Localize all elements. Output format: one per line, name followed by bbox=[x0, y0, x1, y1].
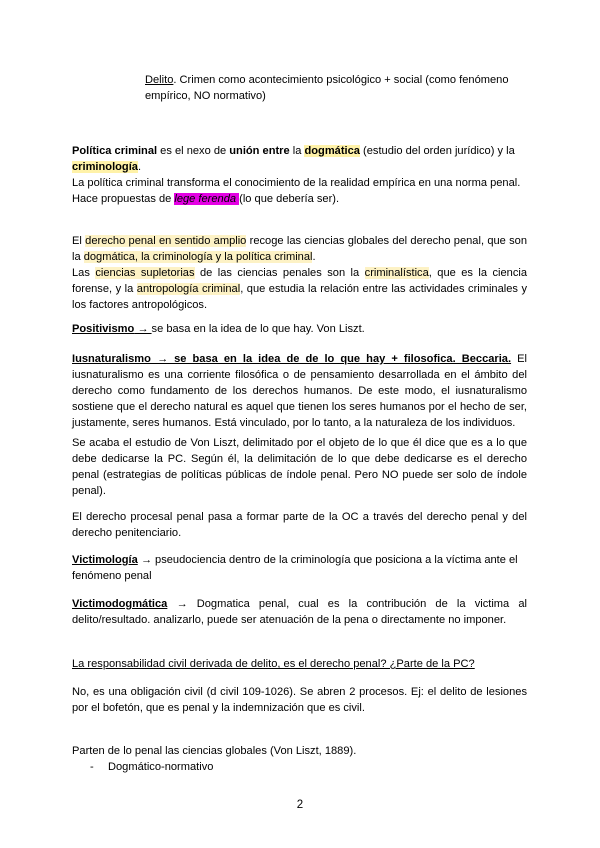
delito-paragraph bbox=[145, 72, 527, 104]
iusnaturalismo-paragraph: Iusnaturalismo → se basa en la idea de de lo que hay + filosofica. Beccaria. El iusnaturalismo es una corriente filosófica o de pensamiento desarrollada en el ámbito del derecho como fundamento de los derechos humanos. De este modo, el iusnaturalismo sostiene que el derecho natural es aquel que tienen los seres humanos por el hecho de ser, justamente, seres humanos. Está vinculado, por lo tanto, a la naturaleza de los individuos. bbox=[72, 353, 527, 429]
delito-term: Delito bbox=[145, 74, 174, 86]
victimologia-paragraph: Victimología → pseudociencia dentro de la criminología que posiciona a la víctima ante el fenómeno penal bbox=[72, 554, 518, 582]
lege-ferenda-highlight: lege ferenda bbox=[174, 193, 240, 205]
globales-text: Parten de lo penal las ciencias globales (Von Liszt, 1889). bbox=[72, 745, 357, 757]
politica-criminal-paragraph: Política criminal es el nexo de unión entre la dogmática (estudio del orden jurídico) y la criminología. La política criminal transforma el conocimiento de la realidad empírica en una norma penal. Hace propuestas de lege ferenda (lo que debería ser). bbox=[72, 145, 521, 205]
globales-paragraph bbox=[72, 743, 527, 775]
politica-line2: La política criminal transforma el conocimiento de la realidad empírica en una norma penal. bbox=[72, 177, 521, 189]
union-term: unión entre bbox=[229, 145, 290, 157]
derecho-amplio-highlight: derecho penal en sentido amplio bbox=[85, 235, 247, 247]
iusnaturalismo-heading: Iusnaturalismo → se basa en la idea de de lo que hay + filosofica. Beccaria. bbox=[72, 353, 512, 365]
answer-paragraph: No, es una obligación civil (d civil 109-1026). Se abren 2 procesos. Ej: el delito de lesiones por el bofetón, que es penal y la indemnización que es civil. bbox=[72, 686, 527, 714]
derecho-amplio-paragraph: El derecho penal en sentido amplio recoge las ciencias globales del derecho penal, que son la dogmática, la criminología y la política criminal. Las ciencias supletorias de las ciencias penales son la criminalística, que es la ciencia forense, y la antropología criminal, que estudia la relación entre las actividades criminales y los factores antropológicos. bbox=[72, 235, 528, 311]
victimodogmatica-paragraph: Victimodogmática → Dogmatica penal, cual es la contribución de la victima al delito/resultado. analizarlo, puede ser atenuación de la pena o directamente no imponer. bbox=[72, 598, 527, 626]
positivismo-paragraph: Positivismo → se basa en la idea de lo que hay. Von Liszt. bbox=[72, 323, 365, 335]
criminalistica-highlight: criminalística bbox=[364, 267, 429, 279]
politica-term: Política criminal bbox=[72, 145, 158, 157]
victimodogmatica-term: Victimodogmática bbox=[72, 598, 168, 610]
liszt-paragraph: Se acaba el estudio de Von Liszt, delimitado por el objeto de lo que él dice que es a lo que debe dedicarse la PC. Según él, la delimitación de lo que debe dedicarse es el derecho penal (estrategias de políticas públicas de índole penal. Pero NO puede ser solo de índole penal). bbox=[72, 437, 527, 497]
delito-text: . Crimen como acontecimiento psicológico + social (como fenómeno empírico, NO normativo) bbox=[145, 74, 509, 102]
dogmatica-highlight: dogmática bbox=[304, 145, 360, 157]
procesal-paragraph: El derecho procesal penal pasa a formar parte de la OC a través del derecho penal y del derecho penitenciario. bbox=[72, 511, 527, 539]
bullet-item: Dogmático-normativo bbox=[108, 761, 214, 773]
supletorias-highlight: ciencias supletorias bbox=[95, 267, 195, 279]
ciencias-globales-highlight: dogmática, la criminología y la política criminal bbox=[83, 251, 313, 263]
victimologia-term: Victimología bbox=[72, 554, 138, 566]
criminologia-highlight: criminología bbox=[72, 161, 138, 173]
question-line: La responsabilidad civil derivada de delito, es el derecho penal? ¿Parte de la PC? bbox=[72, 658, 475, 670]
antropologia-highlight: antropología criminal bbox=[136, 283, 241, 295]
positivismo-arrow: → bbox=[134, 323, 152, 335]
bullet-marker: - bbox=[90, 761, 94, 773]
positivismo-term: Positivismo bbox=[72, 323, 135, 335]
page-number: 2 bbox=[296, 799, 304, 811]
